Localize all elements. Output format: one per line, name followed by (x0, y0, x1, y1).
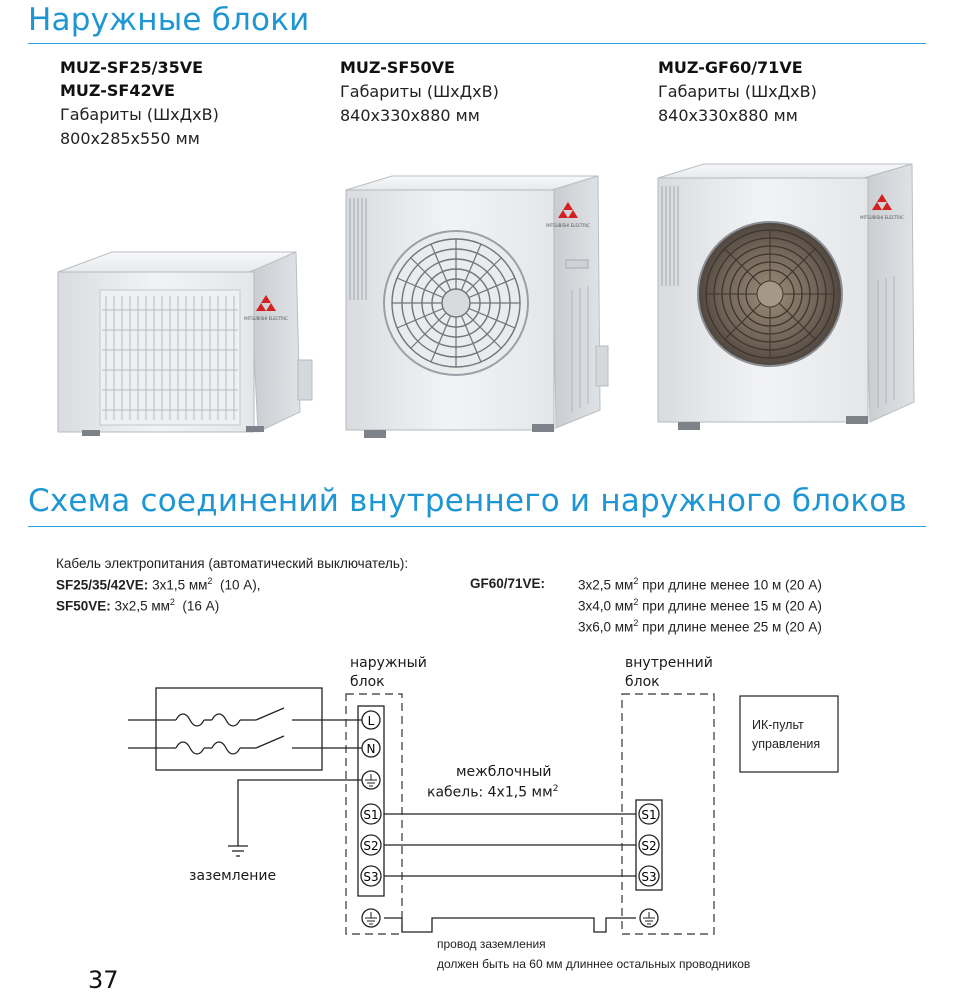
cable-spec-sup: 2 (169, 597, 175, 607)
terminal-s1-label: S1 (363, 808, 379, 822)
remote-label-2: управления (752, 737, 821, 751)
ground-note-line1: провод заземления (437, 937, 546, 951)
cable-spec: 3x2,5 мм (114, 598, 170, 614)
svg-text:MITSUBISHI ELECTRIC: MITSUBISHI ELECTRIC (860, 215, 904, 220)
unit1-dims-value: 800x285x550 мм (60, 129, 200, 148)
cable-model: SF50VE: (56, 598, 111, 614)
outdoor-unit-label-2: блок (350, 674, 385, 690)
cable-intro-text: Кабель электропитания (автоматический выключатель): (56, 556, 409, 571)
cable-right-line: 3x2,5 $мм^2$ при длине менее 10 м (20 А) (578, 576, 822, 593)
cable-breaker: (10 А), (219, 577, 261, 593)
indoor-terminal-s2-label: S2 (641, 839, 657, 853)
terminal-s2-label: S2 (363, 839, 379, 853)
cable-spec-line (56, 597, 219, 614)
unit2-dims-value: 840x330x880 мм (340, 106, 480, 125)
terminal-s3-label: S3 (363, 870, 379, 884)
unit1-dims-label: Габариты (ШхДхВ) (60, 105, 219, 124)
terminal-l-label: L (367, 714, 375, 728)
cable-right-model: GF60/71VE: (470, 576, 546, 591)
terminal-n-label: N (366, 742, 376, 756)
unit3-dims-value: 840x330x880 мм (658, 106, 798, 125)
section-divider (28, 43, 926, 44)
unit3-model: MUZ-GF60/71VE (658, 58, 803, 77)
svg-text:MITSUBISHI ELECTRIC: MITSUBISHI ELECTRIC (546, 223, 590, 228)
remote-control-box (740, 696, 838, 772)
indoor-terminal-s3-label: S3 (641, 870, 657, 884)
cable-spec-line (56, 576, 260, 593)
section-divider (28, 526, 926, 527)
section-title-outdoor-units: Наружные блоки (28, 2, 310, 38)
indoor-unit-label-2: блок (625, 674, 660, 690)
unit2-dims-label: Габариты (ШхДхВ) (340, 82, 499, 101)
indoor-unit-label: внутренний (625, 655, 713, 671)
breaker-box (156, 688, 322, 770)
cable-right-line: 3x6,0 $мм^2$ при длине менее 25 м (20 А) (578, 618, 822, 635)
unit2-model: MUZ-SF50VE (340, 58, 455, 77)
unit1-model-line2: MUZ-SF42VE (60, 81, 175, 100)
unit1-model-line1: MUZ-SF25/35VE (60, 58, 204, 77)
cable-breaker: (16 А) (182, 598, 220, 614)
wiring-diagram (0, 640, 955, 980)
svg-text:MITSUBISHI ELECTRIC: MITSUBISHI ELECTRIC (244, 316, 288, 321)
outdoor-units-illustration (0, 150, 955, 460)
cable-model: SF25/35/42VE: (56, 577, 149, 593)
interunit-cable-label: межблочный (456, 764, 552, 780)
outdoor-unit-label: наружный (350, 655, 427, 671)
ground-note-line2: должен быть на 60 мм длиннее остальных проводников (437, 957, 751, 971)
section-title-wiring-scheme: Схема соединений внутреннего и наружного блоков (28, 483, 907, 519)
remote-label: ИК-пульт (752, 718, 804, 732)
cable-spec: 3x1,5 мм (152, 577, 208, 593)
page-number: 37 (88, 966, 119, 994)
unit2-image (346, 176, 608, 438)
cable-spec-sup: 2 (207, 576, 213, 586)
indoor-terminal-s1-label: S1 (641, 808, 657, 822)
ground-label: заземление (189, 868, 277, 884)
unit1-image (58, 252, 312, 436)
interunit-cable-spec: кабель: 4x1,5 $мм^2$ (427, 784, 559, 801)
unit3-dims-label: Габариты (ШхДхВ) (658, 82, 817, 101)
unit3-image (658, 164, 914, 430)
cable-right-line: 3x4,0 $мм^2$ при длине менее 15 м (20 А) (578, 597, 822, 614)
